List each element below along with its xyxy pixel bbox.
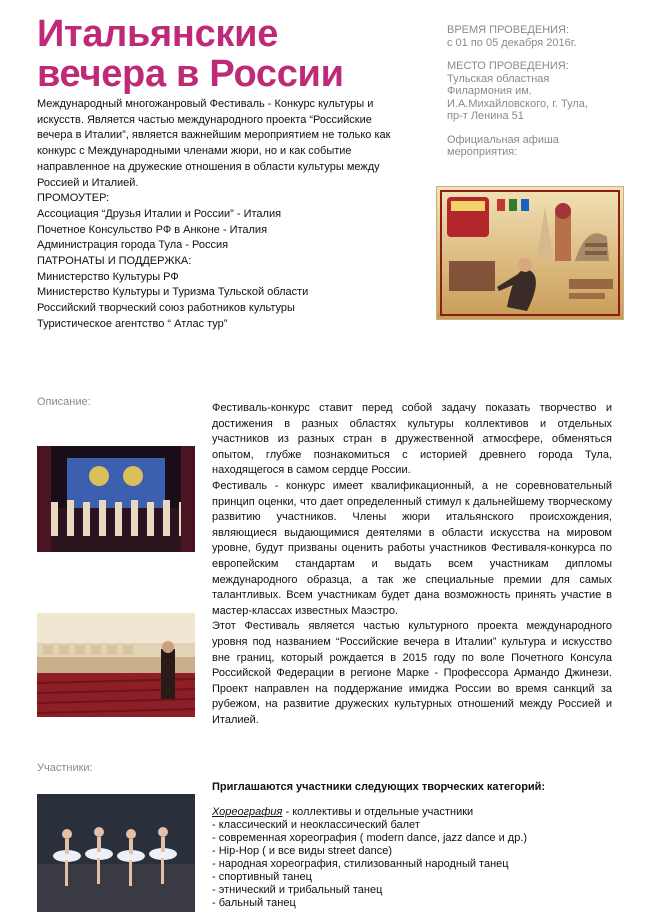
place-line: Филармония им. [447,85,532,97]
category-title: Хореография [212,806,283,818]
poster-label: мероприятия: [447,146,518,158]
participants-heading: Приглашаются участники следующих творческих категорий: [212,781,546,793]
official-poster-image [436,186,624,320]
concert-hall-illustration [37,613,195,717]
promoter-item: Ассоциация “Друзья Италии и России” - Италия [37,207,282,220]
list-item: - современная хореография ( modern dance, jazz dance и др.) [212,832,528,844]
time-label: ВРЕМЯ ПРОВЕДЕНИЯ: [447,24,570,36]
stage-performance-illustration [37,446,195,552]
participants-block [212,781,612,910]
intro-paragraph: Международный многожанровый Фестиваль - Конкурс культуры и искусств. Является частью международного проекта “Российские вечера в Италии”, является важнейшим мероприятием не только как конкурс с Международными членами жюри, но и как событие направленное на дружеские отношения в области культуры между Россией и Италией. [37,98,391,189]
promoter-item: Почетное Консульство РФ в Анконе - Италия [37,223,268,236]
description-paragraph: Фестиваль-конкурс ставит перед собой задачу показать творчество и достижения в разных областях культуры коллективов и отдельных участников из разных стран в дружественной атмосфере, обменяться опытом, глубже познакомиться с историей древнего города Тула, находящегося в самом сердце России. [212,402,612,477]
title-line-1: Итальянские [37,13,279,55]
category-line [212,806,612,819]
ballet-illustration [37,794,195,912]
place-line: Тульская областная [447,72,550,85]
category-description: - коллективы и отдельные участники [282,806,474,818]
description-label: Описание: [37,396,91,408]
patronage-heading: ПАТРОНАТЫ И ПОДДЕРЖКА: [37,255,192,268]
patronage-item: Министерство Культуры и Туризма Тульской области [37,286,309,299]
intro-block [37,97,409,333]
list-item: - классический и неоклассический балет [212,819,420,831]
place-line: пр-т Ленина 51 [447,110,524,122]
description-paragraph: Фестиваль - конкурс имеет квалификационный, а не соревновательный принцип оценки, что дает определенный стимул к дальнейшему творческому развитию участников. Члены жюри итальянского происхождения, являющиеся выдающимися деятелями в области искусства на мировом уровне, будут призваны оценить работы участников Фестиваля-конкурса по европейским стандартам и выдать всем участникам дипломы международного образца, а так же специальные премии для самых талантливых. Всем участникам будет дана возможность принять участие в мастер-классах известных Маэстро. [212,479,612,617]
page-title [37,14,397,94]
philharmonic-hall-photo [37,613,195,717]
participants-label: Участники: [37,762,93,774]
patronage-item: Министерство Культуры РФ [37,270,179,283]
poster-illustration [437,187,623,319]
list-item: - спортивный танец [212,871,312,883]
ballet-dancers-photo [37,794,195,912]
promoter-item: Администрация города Тула - Россия [37,239,229,252]
category-list [212,819,612,910]
list-item: - Hip-Hop ( и все виды street dance) [212,845,393,857]
description-paragraph: Этот Фестиваль является частью культурного проекта международного уровня под названием “Российские вечера в Италии” культура и искусство вне границ, который рождается в 2015 году по воле Почетного Консула Российской Федерации в регионе Марке - Профессора Армандо Джинези. Проект направлен на поддержание имиджа России во время санкций за рубежом, на развитие дружеских культурных отношений между Россией и Италией. [212,620,612,726]
list-item: - этнический и трибальный танец [212,884,383,896]
promoter-heading: ПРОМОУТЕР: [37,192,110,205]
event-info-sidebar [447,24,637,159]
place-label: МЕСТО ПРОВЕДЕНИЯ: [447,60,569,72]
patronage-item: Российский творческий союз работников культуры [37,302,295,315]
list-item: - бальный танец [212,897,296,909]
festival-stage-photo [37,446,195,552]
title-line-2: вечера в России [37,53,344,95]
description-text [212,401,612,728]
time-value: с 01 по 05 декабря 2016г. [447,36,577,49]
place-line: И.А.Михайловского, г. Тула, [447,97,588,110]
list-item: - народная хореография, стилизованный народный танец [212,858,509,870]
patronage-item: Туристическое агентство “ Атлас тур” [37,317,228,330]
poster-label: Официальная афиша [447,133,559,146]
